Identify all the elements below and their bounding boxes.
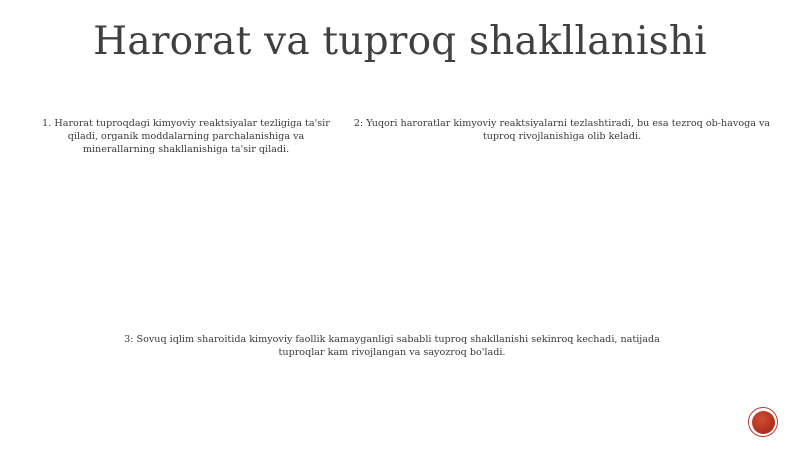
paragraph-2: 2: Yuqori haroratlar kimyoviy reaktsiyalarni tezlashtiradi, bu esa tezroq ob-havoga va tuproq rivojlanishiga olib keladi.: [353, 118, 771, 142]
slide-title: Harorat va tuproq shakllanishi: [93, 19, 707, 64]
paragraph-3: 3: Sovuq iqlim sharoitida kimyoviy faollik kamayganligi sababli tuproq shakllanishi sekinroq kechadi, natijada tuproqlar kam rivojlangan va sayozroq bo'ladi.: [124, 334, 660, 358]
red-circle-icon: [752, 411, 775, 434]
slide-nav-button[interactable]: [748, 407, 778, 437]
paragraph-1: 1. Harorat tuproqdagi kimyoviy reaktsiyalar tezligiga ta'sir qiladi, organik moddalarning parchalanishiga va minerallarning shakllanishiga ta'sir qiladi.: [42, 118, 330, 155]
